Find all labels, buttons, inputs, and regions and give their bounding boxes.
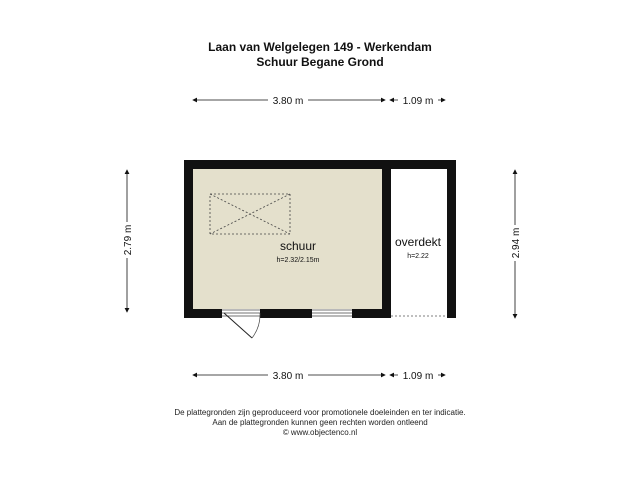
dimension-right	[508, 170, 522, 318]
dim-top-left-label: 3.80 m	[272, 96, 304, 107]
room-schuur-height: h=2.32/2.15m	[276, 257, 320, 264]
footer-line-2: Aan de plattegronden kunnen geen rechten worden ontleend	[212, 418, 428, 427]
room-overdekt-name: overdekt	[394, 235, 442, 249]
dim-bottom-right-label: 1.09 m	[402, 371, 434, 382]
footer-line-1: De plattegronden zijn geproduceerd voor promotionele doeleinden en ter indicatie.	[174, 408, 466, 417]
dimension-top	[193, 93, 445, 107]
dimension-left	[120, 170, 134, 312]
room-overdekt-height: h=2.22	[407, 253, 429, 260]
window	[312, 309, 352, 318]
dim-right-label: 2.94 m	[511, 227, 522, 259]
dim-top-right-label: 1.09 m	[402, 96, 434, 107]
dimension-bottom	[193, 368, 445, 382]
room-schuur-name: schuur	[279, 239, 317, 253]
plan-subtitle: Schuur Begane Grond	[256, 55, 384, 69]
dim-left-label: 2.79 m	[123, 224, 134, 256]
dim-bottom-left-label: 3.80 m	[272, 371, 304, 382]
footer-copyright: © www.objectenco.nl	[282, 428, 358, 437]
door	[222, 309, 260, 338]
plan-title: Laan van Welgelegen 149 - Werkendam	[208, 40, 432, 54]
